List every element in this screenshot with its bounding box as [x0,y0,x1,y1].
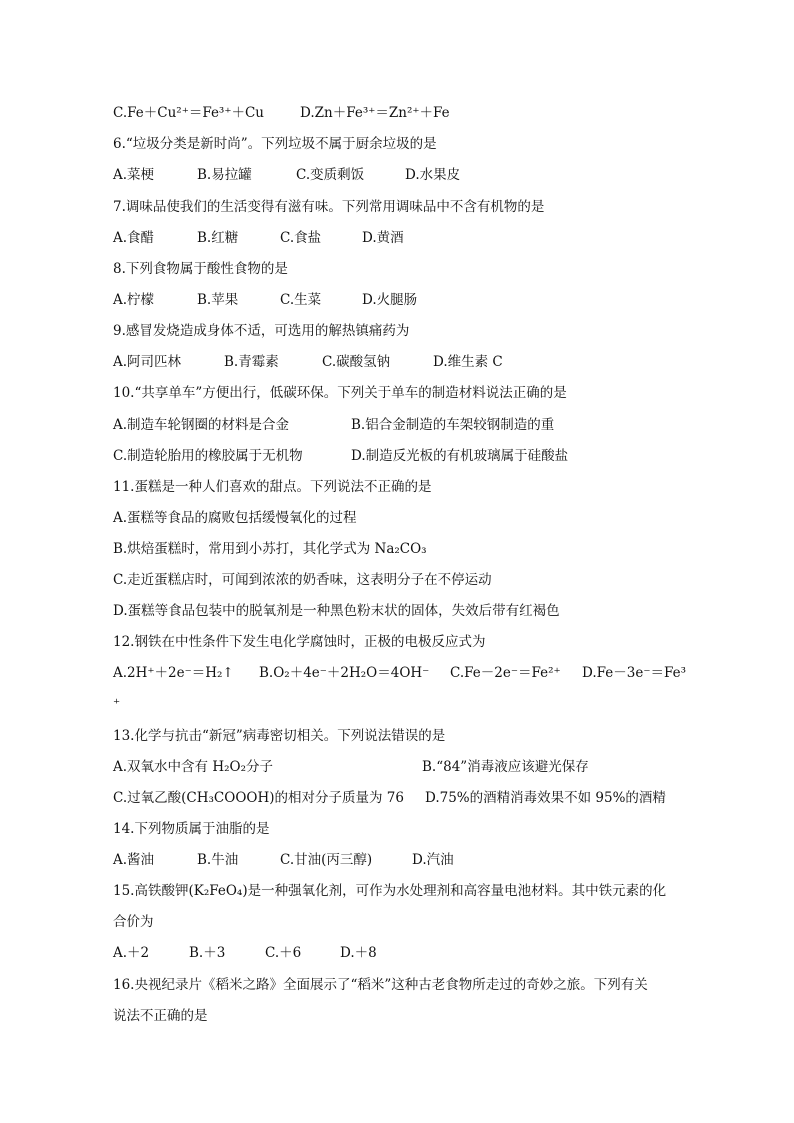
q7-option-c: C.食盐 [280,230,322,246]
q7-option-b: B.红糖 [197,230,239,246]
q11-option-d: D.蛋糕等食品包装中的脱氧剂是一种黑色粉末状的固体，失效后带有红褐色 [113,603,560,619]
q14-option-b: B.牛油 [197,852,239,868]
q13-option-d: D.75%的酒精消毒效果不如 95%的酒精 [425,790,666,806]
q8-stem: 8.下列食物属于酸性食物的是 [113,261,288,277]
q10-option-d: D.制造反光板的有机玻璃属于硅酸盐 [351,448,569,464]
q14-option-c: C.甘油(丙三醇) [280,852,373,868]
q8-option-b: B.苹果 [197,292,239,308]
q14-stem: 14.下列物质属于油脂的是 [113,821,270,837]
q12-option-c: C.Fe－2e⁻＝Fe²⁺ [450,665,561,681]
q6-option-d: D.水果皮 [405,167,461,183]
q8-option-c: C.生菜 [280,292,322,308]
q6-option-a: A.菜梗 [113,167,155,183]
q8-option-d: D.火腿肠 [362,292,418,308]
q13-option-c: C.过氧乙酸(CH₃COOOH)的相对分子质量为 76 [113,790,404,806]
q13-option-a: A.双氧水中含有 H₂O₂分子 [113,759,273,775]
q5-option-d: D.Zn＋Fe³⁺＝Zn²⁺＋Fe [300,105,450,121]
q6-option-c: C.变质剩饭 [296,167,365,183]
q15-option-a: A.＋2 [113,945,150,961]
q7-option-a: A.食醋 [113,230,155,246]
q11-stem: 11.蛋糕是一种人们喜欢的甜点。下列说法不正确的是 [113,479,432,495]
q13-stem: 13.化学与抗击“新冠”病毒密切相关。下列说法错误的是 [113,728,446,744]
q12-option-b: B.O₂＋4e⁻＋2H₂O＝4OH⁻ [259,665,430,681]
q9-option-c: C.碳酸氢钠 [322,354,391,370]
q12-option-a: A.2H⁺＋2e⁻＝H₂↑ [113,665,234,681]
q9-stem: 9.感冒发烧造成身体不适，可选用的解热镇痛药为 [113,323,410,339]
q7-option-d: D.黄酒 [362,230,404,246]
q11-option-b: B.烘焙蛋糕时，常用到小苏打，其化学式为 Na₂CO₃ [113,541,427,557]
q9-option-d: D.维生素 C [433,354,503,370]
q13-option-b: B.“84”消毒液应该避光保存 [422,759,589,775]
q16-stem-line-1: 16.央视纪录片《稻米之路》全面展示了“稻米”这种古老食物所走过的奇妙之旅。下列有关 [113,977,648,993]
q11-option-c: C.走近蛋糕店时，可闻到浓浓的奶香味，这表明分子在不停运动 [113,572,492,588]
q9-option-b: B.青霉素 [224,354,279,370]
q12-option-d: D.Fe－3e⁻＝Fe³ [582,665,686,681]
q11-option-a: A.蛋糕等食品的腐败包括缓慢氧化的过程 [113,510,357,526]
q15-stem-line-1: 15.高铁酸钾(K₂FeO₄)是一种强氧化剂，可作为水处理剂和高容量电池材料。其中铁元素的化 [113,883,667,899]
q6-option-b: B.易拉罐 [197,167,252,183]
q10-option-b: B.铝合金制造的车架较钢制造的重 [351,417,555,433]
q15-option-d: D.＋8 [340,945,377,961]
q15-stem-line-2: 合价为 [113,914,154,930]
q12-option-d-continued: ⁺ [113,696,121,712]
q9-option-a: A.阿司匹林 [113,354,182,370]
q10-option-c: C.制造轮胎用的橡胶属于无机物 [113,448,303,464]
q14-option-d: D.汽油 [412,852,454,868]
q16-stem-line-2: 说法不正确的是 [113,1008,208,1024]
q7-stem: 7.调味品使我们的生活变得有滋有味。下列常用调味品中不含有机物的是 [113,199,545,215]
q6-stem: 6.“垃圾分类是新时尚”。下列垃圾不属于厨余垃圾的是 [113,136,437,152]
q8-option-a: A.柠檬 [113,292,155,308]
q5-option-c: C.Fe＋Cu²⁺＝Fe³⁺＋Cu [113,105,264,121]
q15-option-c: C.＋6 [265,945,302,961]
q10-option-a: A.制造车轮钢圈的材料是合金 [113,417,290,433]
q14-option-a: A.酱油 [113,852,155,868]
q15-option-b: B.＋3 [189,945,226,961]
q12-stem: 12.钢铁在中性条件下发生电化学腐蚀时，正极的电极反应式为 [113,634,486,650]
q10-stem: 10.“共享单车”方便出行，低碳环保。下列关于单车的制造材料说法正确的是 [113,385,567,401]
